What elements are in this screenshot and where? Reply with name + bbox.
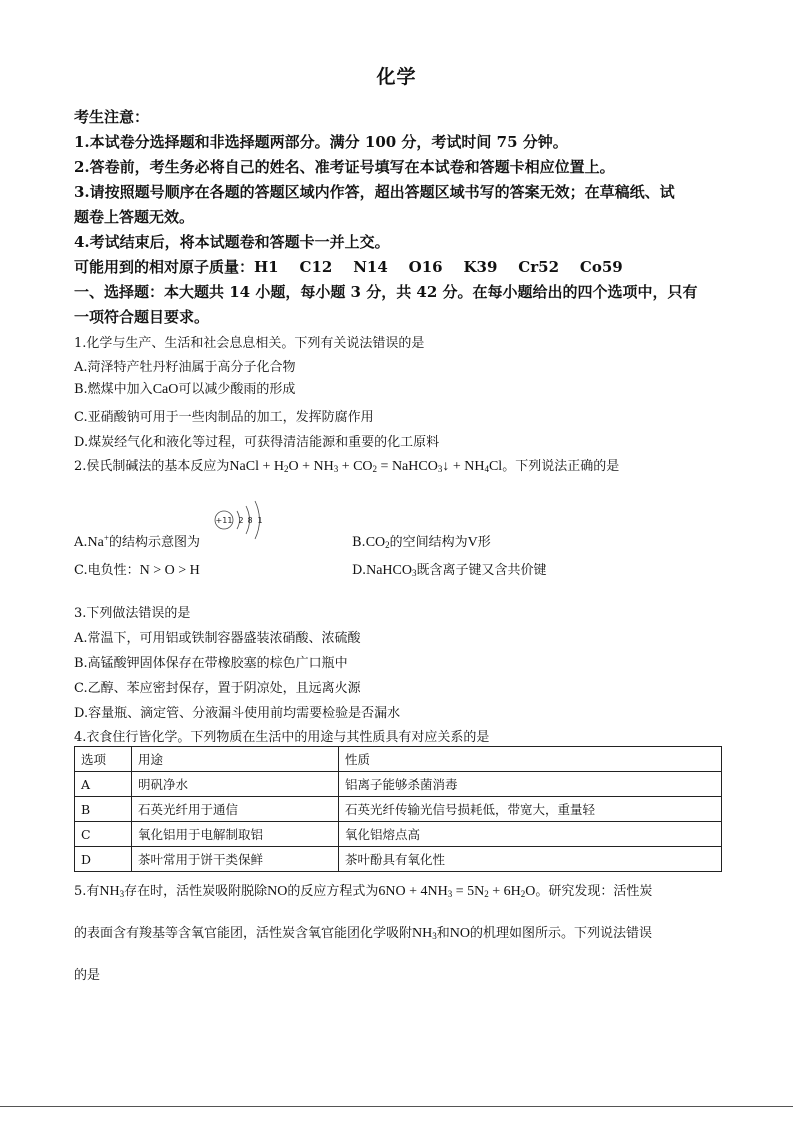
row-a-use: 明矾净水 (132, 772, 339, 797)
q3-stem: 3.下列做法错误的是 (74, 606, 191, 621)
q2-option-b-chem: CO (365, 535, 386, 550)
q5-l1-pre: 5.有 (74, 884, 100, 899)
q2-option-a-ion: Na (87, 535, 104, 550)
q2-option-b-sub: 2 (385, 540, 390, 550)
q2-option-c-expr: N > O > H (139, 563, 200, 578)
q5-l2-and: 和 (436, 926, 450, 941)
table-row (75, 772, 722, 797)
q2-option-d-chem: NaHCO (366, 563, 412, 578)
q2-option-a (74, 531, 200, 551)
notice-item-3-cont: 题卷上答题无效。 (74, 208, 195, 226)
q5-line-3: 的是 (74, 968, 101, 983)
q2-option-d-pre: D. (352, 563, 367, 578)
q1-option-c: C.亚硝酸钠可用于一些肉制品的加工，发挥防腐作用 (74, 410, 374, 425)
q5-l1-post: 。研究发现：活性炭 (535, 884, 653, 899)
section-1-line-2: 一项符合题目要求。 (74, 308, 210, 326)
q2-option-c-pre: C.电负性： (74, 563, 140, 578)
row-a-option: A (75, 772, 132, 797)
q5-line-1 (74, 880, 652, 900)
q1-option-a: A.菏泽特产牡丹籽油属于高分子化合物 (74, 360, 296, 375)
notice-item-2: 2.答卷前，考生务必将自己的姓名、准考证号填写在本试卷和答题卡相应位置上。 (74, 158, 615, 176)
row-b-property: 石英光纤传输光信号损耗低，带宽大，重量轻 (339, 797, 722, 822)
q1-option-b-post: 可以减少酸雨的形成 (178, 382, 296, 397)
q2-option-a-charge: + (103, 533, 109, 543)
q1-option-b-chem: CaO (152, 382, 179, 397)
q2-stem-post: 。下列说法正确的是 (502, 459, 620, 474)
nucleus-charge: +11 (215, 516, 233, 525)
q4-table (74, 746, 722, 872)
q1-stem: 1.化学与生产、生活和社会息息相关。下列有关说法错误的是 (74, 336, 425, 351)
q3-option-b: B.高锰酸钾固体保存在带橡胶塞的棕色广口瓶中 (74, 656, 348, 671)
q5-l2-post: 的机理如图所示。下列说法错误 (470, 926, 653, 941)
table-header-row (75, 747, 722, 772)
q3-option-c: C.乙醇、苯应密封保存，置于阴凉处，且远离火源 (74, 681, 361, 696)
row-d-property: 茶叶酚具有氧化性 (339, 847, 722, 872)
q2-option-a-post: 的结构示意图为 (108, 535, 200, 550)
q5-l2-nh3: $NH_3$ (412, 926, 437, 941)
q1-option-b-pre: B.燃煤中加入 (74, 382, 153, 397)
q2-equation: NaCl + $H_2O + NH_3 + CO_2$ = NaHCO$_3$↓ + $NH_4Cl$ (229, 459, 503, 474)
q1-option-d: D.煤炭经气化和液化等过程，可获得清洁能源和重要的化工原料 (74, 435, 440, 450)
q2-stem (74, 455, 619, 475)
q2-option-d (352, 559, 547, 579)
sodium-structure-diagram (210, 494, 272, 544)
shell-2-electrons: 8 (247, 516, 253, 525)
row-b-use: 石英光纤用于通信 (132, 797, 339, 822)
q2-option-a-pre: A. (74, 535, 88, 550)
notice-heading: 考生注意： (74, 108, 150, 126)
notice-item-1: 1.本试卷分选择题和非选择题两部分。满分 100 分，考试时间 75 分钟。 (74, 133, 568, 151)
table-row (75, 822, 722, 847)
q2-option-d-post: 既含离子键又含共价键 (416, 563, 547, 578)
q5-equation: $6NO + 4NH_3 = 5N_2 + 6H_2O$ (378, 884, 536, 899)
page-title: 化学 (376, 66, 417, 88)
row-b-option: B (75, 797, 132, 822)
row-c-option: C (75, 822, 132, 847)
atomic-masses: 可能用到的相对原子质量：H1 C12 N14 O16 K39 Cr52 Co59 (74, 258, 623, 276)
q2-option-b-pre: B. (352, 535, 366, 550)
q2-option-b-post: 的空间结构为 (389, 535, 468, 550)
shell-1-electrons: 2 (238, 516, 244, 525)
q4-stem: 4.衣食住行皆化学。下列物质在生活中的用途与其性质具有对应关系的是 (74, 730, 490, 745)
header-use: 用途 (132, 747, 339, 772)
q5-l2-no: NO (449, 926, 470, 941)
q2-option-b (352, 531, 491, 551)
notice-item-4: 4.考试结束后，将本试题卷和答题卡一并上交。 (74, 233, 390, 251)
row-c-property: 氧化铝熔点高 (339, 822, 722, 847)
row-a-property: 铝离子能够杀菌消毒 (339, 772, 722, 797)
page-bottom-rule (0, 1106, 793, 1107)
q5-line-2 (74, 922, 652, 942)
row-c-use: 氧化铝用于电解制取铝 (132, 822, 339, 847)
row-d-use: 茶叶常用于饼干类保鲜 (132, 847, 339, 872)
q2-option-b-shape: V (467, 535, 478, 550)
q2-stem-pre: 2.侯氏制碱法的基本反应为 (74, 459, 230, 474)
header-option: 选项 (75, 747, 132, 772)
section-1-line-1: 一、选择题：本大题共 14 小题，每小题 3 分，共 42 分。在每小题给出的四个选项中，只有 (74, 283, 698, 301)
q3-option-a: A.常温下，可用铝或铁制容器盛装浓硝酸、浓硫酸 (74, 631, 361, 646)
row-d-option: D (75, 847, 132, 872)
q5-no: NO (267, 884, 288, 899)
q1-option-b (74, 378, 295, 398)
header-property: 性质 (339, 747, 722, 772)
q5-l1-mid2: 的反应方程式为 (287, 884, 379, 899)
table-row (75, 797, 722, 822)
q2-option-c (74, 559, 200, 579)
q3-option-d: D.容量瓶、滴定管、分液漏斗使用前均需要检验是否漏水 (74, 706, 401, 721)
q2-option-d-sub: 3 (411, 568, 417, 578)
q5-l1-mid: 存在时，活性炭吸附脱除 (124, 884, 268, 899)
q5-l2-pre: 的表面含有羧基等含氧官能团，活性炭含氧官能团化学吸附 (74, 926, 413, 941)
table-row (75, 847, 722, 872)
q5-nh3: $NH_3$ (99, 884, 125, 899)
q2-option-b-end: 形 (477, 535, 491, 550)
shell-3-electrons: 1 (257, 516, 263, 525)
notice-item-3: 3.请按照题号顺序在各题的答题区域内作答，超出答题区域书写的答案无效；在草稿纸、试 (74, 183, 675, 201)
